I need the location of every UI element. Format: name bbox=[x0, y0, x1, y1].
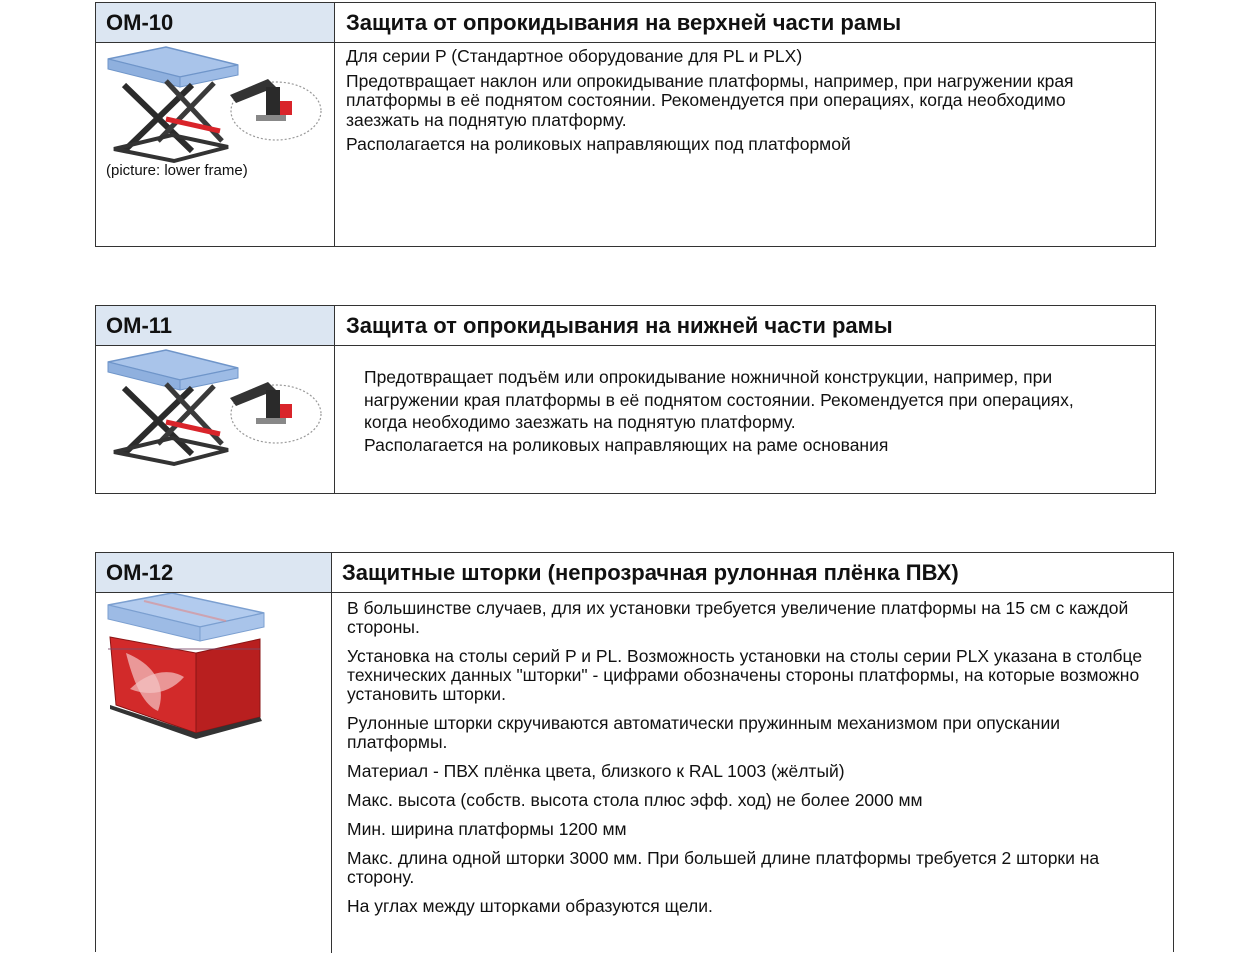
description-paragraph: Рулонные шторки скручиваются автоматически пружинным механизмом при опускании платформы. bbox=[347, 713, 1060, 752]
image-cell bbox=[96, 43, 335, 246]
description-paragraph: Материал - ПВХ плёнка цвета, близкого к RAL 1003 (жёлтый) bbox=[347, 761, 845, 781]
description-paragraph: Располагается на роликовых направляющих на раме основания bbox=[364, 434, 889, 455]
image-caption: (picture: lower frame) bbox=[106, 162, 248, 179]
description-paragraph: На углах между шторками образуются щели. bbox=[347, 896, 713, 916]
lift-table-illustration bbox=[96, 346, 335, 476]
section-om-12 bbox=[95, 552, 1174, 952]
description-paragraph: Предотвращает наклон или опрокидывание платформы, например, при нагружении края платформы в её поднятом состоянии. Рекомендуется при операциях, когда необходимо заезжать на поднятую платформу. bbox=[346, 70, 1074, 130]
lift-table-illustration bbox=[96, 43, 335, 173]
section-om-11 bbox=[95, 305, 1156, 494]
option-title: Защита от опрокидывания на верхней части рамы bbox=[335, 3, 1155, 43]
roller-detail-icon bbox=[230, 382, 321, 443]
description-paragraph: Для серии P (Стандартное оборудование для PL и PLX) bbox=[346, 46, 803, 66]
skirt-lift-illustration bbox=[96, 593, 332, 753]
option-code: OM-11 bbox=[96, 306, 335, 346]
option-title: Защита от опрокидывания на нижней части рамы bbox=[335, 306, 1155, 346]
option-code: OM-10 bbox=[96, 3, 335, 43]
description bbox=[332, 593, 1173, 916]
scissor-lift-icon bbox=[108, 350, 238, 464]
section-om-10 bbox=[95, 2, 1156, 247]
description-paragraph: Располагается на роликовых направляющих под платформой bbox=[346, 134, 851, 154]
image-cell bbox=[96, 593, 332, 953]
description-paragraph: Предотвращает подъём или опрокидывание ножничной конструкции, например, при нагружении края платформы в её поднятом состоянии. Рекомендуется при операциях, когда необходимо заезжать на поднятую платформу. bbox=[364, 367, 1074, 432]
description-paragraph: Макс. высота (собств. высота стола плюс эфф. ход) не более 2000 мм bbox=[347, 790, 923, 810]
description bbox=[335, 346, 1155, 456]
description-paragraph: Мин. ширина платформы 1200 мм bbox=[347, 819, 627, 839]
option-title: Защитные шторки (непрозрачная рулонная плёнка ПВХ) bbox=[332, 553, 1173, 593]
description bbox=[335, 43, 1155, 155]
description-paragraph: Установка на столы серий P и PL. Возможность установки на столы серии PLX указана в столбце технических данных "шторки" - цифрами обозначены стороны платформы, на которые возможно установить шторки. bbox=[347, 646, 1143, 704]
description-paragraph: Макс. длина одной шторки 3000 мм. При большей длине платформы требуется 2 шторки на сторону. bbox=[347, 848, 1100, 887]
skirt-lift-icon bbox=[108, 593, 264, 739]
scissor-lift-icon bbox=[108, 47, 238, 161]
roller-detail-icon bbox=[230, 79, 321, 140]
description-paragraph: В большинстве случаев, для их установки требуется увеличение платформы на 15 см с каждой стороны. bbox=[347, 598, 1129, 637]
option-code: OM-12 bbox=[96, 553, 332, 593]
image-cell bbox=[96, 346, 335, 493]
